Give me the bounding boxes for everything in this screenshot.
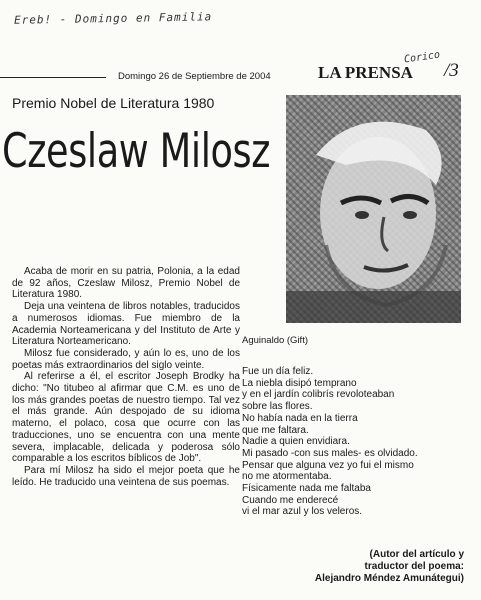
poem-line: que me faltara. [242,424,309,436]
poem-line: Cuando me enderecé [242,494,339,506]
author-credit [256,549,464,585]
credit-line: Alejandro Méndez Amunátegui) [314,573,464,584]
poem-line: Nadie a quien envidiara. [242,436,350,448]
article-paragraph: Deja una veintena de libros notables, traducidos a numerosos idiomas. Fue miembro de la Academia Norteamericana y del Instituto de Arte y Literatura Norteamericano. [12,301,240,348]
handwritten-note: Ereb! - Domingo en Familia [13,10,213,27]
poem [242,366,468,518]
poem-line: Mi pasado -con sus males- es olvidado. [242,447,418,459]
credit-line: traductor del poema: [364,561,464,572]
article-paragraph: Milosz fue considerado, y aún lo es, uno de los poetas más extraordinarios del siglo veinte. [12,347,240,371]
masthead: LA PRENSA [318,63,413,82]
poem-line: Pensar que alguna vez yo fui el mismo [242,459,414,471]
handwritten-corner-note: Corico [403,49,441,66]
article-paragraph: Al referirse a él, el escritor Joseph Brodky ha dicho: "No titubeo al afirmar que C.M. es uno de los más grandes poetas de nuestro tiempo. Tal vez el más grande. Aún despojado de su idioma materno, el polaco, cosa que ocurre con las traducciones, uno se encuentra con una mente severa, implacable, delicada y poderosa sólo comparable a los escritos bíblicos de Job". [12,371,240,465]
page-number: /3 [444,60,459,81]
photo-caption: Aguinaldo (Gift) [242,335,309,346]
article-headline: Czeslaw Milosz [2,124,271,179]
article-paragraph: Para mí Milosz ha sido el mejor poeta que he leído. He traducido una veintena de sus poemas. [12,464,240,488]
credit-line: (Autor del artículo y [369,549,464,560]
poem-line: No había nada en la tierra [242,412,358,424]
portrait-photo [286,95,461,323]
poem-line: vi el mar azul y los veleros. [242,506,363,518]
poem-line: y en el jardín colibrís revoloteaban [242,389,395,401]
poem-line: Fue un día feliz. [242,366,314,377]
poem-line: La niebla disipó temprano [242,377,357,389]
portrait-image [286,95,461,323]
poem-line: Físicamente nada me faltaba [242,483,371,495]
article-body [12,266,240,488]
article-subtitle: Premio Nobel de Literatura 1980 [12,95,215,111]
poem-line: sobre las flores. [242,401,313,413]
dateline: Domingo 26 de Septiembre de 2004 [118,71,271,82]
header-rule [0,77,106,78]
article-paragraph: Acaba de morir en su patria, Polonia, a la edad de 92 años, Czeslaw Milosz, Premio Nobel de Literatura 1980. [12,266,240,301]
poem-line: no me atormentaba. [242,471,332,483]
